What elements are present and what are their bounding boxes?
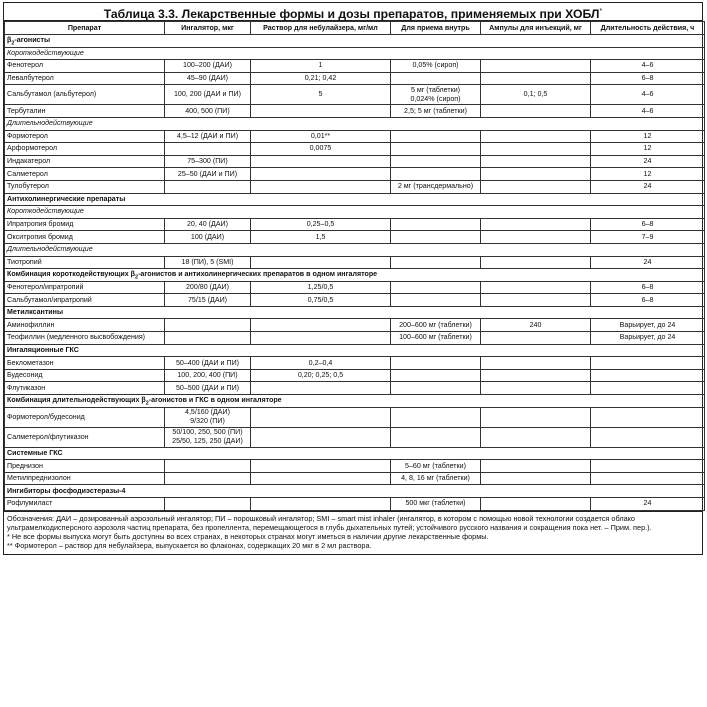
table-row bbox=[5, 105, 705, 118]
cell-duration: 24 bbox=[591, 256, 705, 269]
column-header-inhaler: Ингалятор, мкг bbox=[165, 22, 251, 35]
note-availability: * Не все формы выпуска могут быть доступны во всех странах, в некоторых странах могут иметься в наличии другие лекарственные формы. bbox=[7, 532, 489, 542]
section-label-end: -агонисты bbox=[14, 36, 51, 45]
table-row bbox=[5, 332, 705, 345]
cell-inhaler bbox=[165, 332, 251, 345]
section-label-start: Комбинация длительнодействующих β bbox=[7, 396, 146, 405]
cell-nebulizer: 0,2–0,4 bbox=[251, 357, 391, 370]
table-row bbox=[5, 472, 705, 485]
cell-drug: Сальбутамол (альбутерол) bbox=[5, 85, 165, 105]
cell-injection bbox=[481, 382, 591, 395]
cell-duration: Варьирует, до 24 bbox=[591, 332, 705, 345]
cell-oral bbox=[391, 281, 481, 294]
section-label-end: -агонистов и антихолинергических препаратов в одном ингаляторе bbox=[138, 270, 378, 279]
section-label: Системные ГКС bbox=[5, 447, 705, 460]
cell-injection bbox=[481, 498, 591, 511]
cell-nebulizer bbox=[251, 319, 391, 332]
subsection-label: Короткодействующие bbox=[5, 206, 705, 219]
cell-oral bbox=[391, 382, 481, 395]
column-header-nebulizer: Раствор для небулайзера, мг/мл bbox=[251, 22, 391, 35]
cell-nebulizer bbox=[251, 180, 391, 193]
column-header-drug: Препарат bbox=[5, 22, 165, 35]
subsection-row bbox=[5, 47, 705, 60]
cell-injection bbox=[481, 105, 591, 118]
cell-drug: Салметерол/флутиказон bbox=[5, 427, 165, 447]
section-row bbox=[5, 447, 705, 460]
table-header-row bbox=[5, 22, 705, 35]
cell-duration: Варьирует, до 24 bbox=[591, 319, 705, 332]
subsection-label: Длительнодействующие bbox=[5, 117, 705, 130]
cell-injection bbox=[481, 460, 591, 473]
subsection-row bbox=[5, 243, 705, 256]
section-label bbox=[5, 269, 705, 282]
cell-duration: 12 bbox=[591, 143, 705, 156]
table-row bbox=[5, 85, 705, 105]
cell-oral: 0,05% (сироп) bbox=[391, 60, 481, 73]
cell-drug: Преднизон bbox=[5, 460, 165, 473]
cell-injection bbox=[481, 427, 591, 447]
cell-duration bbox=[591, 357, 705, 370]
cell-drug: Флутиказон bbox=[5, 382, 165, 395]
cell-nebulizer bbox=[251, 498, 391, 511]
table-row bbox=[5, 256, 705, 269]
cell-oral bbox=[391, 143, 481, 156]
drug-forms-table bbox=[4, 21, 705, 511]
cell-injection bbox=[481, 180, 591, 193]
cell-drug: Беклометазон bbox=[5, 357, 165, 370]
cell-nebulizer: 1,25/0,5 bbox=[251, 281, 391, 294]
cell-injection bbox=[481, 407, 591, 427]
cell-nebulizer: 0,75/0,5 bbox=[251, 294, 391, 307]
cell-nebulizer: 0,25–0,5 bbox=[251, 218, 391, 231]
cell-nebulizer bbox=[251, 105, 391, 118]
table-row bbox=[5, 407, 705, 427]
section-label-subscript: 2 bbox=[11, 40, 15, 47]
section-label-subscript: 2 bbox=[145, 400, 149, 407]
cell-inhaler: 75/15 (ДАИ) bbox=[165, 294, 251, 307]
cell-drug: Формотерол/будесонид bbox=[5, 407, 165, 427]
table-row bbox=[5, 155, 705, 168]
cell-nebulizer: 0,20; 0,25; 0,5 bbox=[251, 369, 391, 382]
note-formoterol: ** Формотерол – раствор для небулайзера, выпускается во флаконах, содержащих 20 мкг в 2 мл раствора. bbox=[7, 541, 372, 551]
cell-oral: 2 мг (трансдермально) bbox=[391, 180, 481, 193]
cell-injection bbox=[481, 143, 591, 156]
cell-duration: 6–8 bbox=[591, 218, 705, 231]
cell-drug: Тербуталин bbox=[5, 105, 165, 118]
section-label bbox=[5, 35, 705, 48]
drug-table-document bbox=[3, 2, 703, 555]
table-row bbox=[5, 130, 705, 143]
cell-injection bbox=[481, 72, 591, 85]
cell-injection bbox=[481, 231, 591, 244]
cell-drug: Сальбутамол/ипратропий bbox=[5, 294, 165, 307]
section-row bbox=[5, 395, 705, 408]
section-label: Ингаляционные ГКС bbox=[5, 344, 705, 357]
table-row bbox=[5, 369, 705, 382]
cell-inhaler: 25–50 (ДАИ и ПИ) bbox=[165, 168, 251, 181]
table-row bbox=[5, 427, 705, 447]
cell-duration: 6–8 bbox=[591, 72, 705, 85]
cell-inhaler bbox=[165, 460, 251, 473]
cell-injection bbox=[481, 168, 591, 181]
section-row bbox=[5, 35, 705, 48]
cell-duration: 24 bbox=[591, 498, 705, 511]
section-label: Антихолинергические препараты bbox=[5, 193, 705, 206]
cell-inhaler: 100–200 (ДАИ) bbox=[165, 60, 251, 73]
cell-injection bbox=[481, 281, 591, 294]
cell-inhaler: 50/100, 250, 500 (ПИ) 25/50, 125, 250 (ДАИ) bbox=[165, 427, 251, 447]
cell-duration bbox=[591, 382, 705, 395]
subsection-row bbox=[5, 117, 705, 130]
cell-drug: Рофлумиласт bbox=[5, 498, 165, 511]
cell-inhaler bbox=[165, 498, 251, 511]
cell-duration: 24 bbox=[591, 155, 705, 168]
cell-drug: Индакатерол bbox=[5, 155, 165, 168]
cell-inhaler: 100, 200 (ДАИ и ПИ) bbox=[165, 85, 251, 105]
cell-oral bbox=[391, 155, 481, 168]
cell-inhaler bbox=[165, 319, 251, 332]
cell-inhaler: 18 (ПИ), 5 (SMI) bbox=[165, 256, 251, 269]
cell-drug: Салметерол bbox=[5, 168, 165, 181]
cell-oral bbox=[391, 130, 481, 143]
cell-drug: Будесонид bbox=[5, 369, 165, 382]
table-row bbox=[5, 357, 705, 370]
table-row bbox=[5, 294, 705, 307]
table-row bbox=[5, 382, 705, 395]
cell-inhaler bbox=[165, 143, 251, 156]
cell-nebulizer bbox=[251, 460, 391, 473]
cell-duration: 12 bbox=[591, 168, 705, 181]
cell-drug: Окситропия бромид bbox=[5, 231, 165, 244]
table-row bbox=[5, 60, 705, 73]
cell-duration bbox=[591, 472, 705, 485]
cell-oral: 4, 8, 16 мг (таблетки) bbox=[391, 472, 481, 485]
table-row bbox=[5, 72, 705, 85]
table-row bbox=[5, 218, 705, 231]
cell-oral bbox=[391, 427, 481, 447]
cell-duration: 4–6 bbox=[591, 85, 705, 105]
section-label-start: Комбинация короткодействующих β bbox=[7, 270, 135, 279]
cell-drug: Арформотерол bbox=[5, 143, 165, 156]
cell-inhaler: 20, 40 (ДАИ) bbox=[165, 218, 251, 231]
table-row bbox=[5, 498, 705, 511]
cell-nebulizer bbox=[251, 256, 391, 269]
column-header-duration: Длительность действия, ч bbox=[591, 22, 705, 35]
cell-duration: 4–6 bbox=[591, 60, 705, 73]
cell-oral bbox=[391, 168, 481, 181]
cell-inhaler: 50–500 (ДАИ и ПИ) bbox=[165, 382, 251, 395]
table-row bbox=[5, 143, 705, 156]
cell-nebulizer bbox=[251, 472, 391, 485]
cell-nebulizer bbox=[251, 168, 391, 181]
cell-injection bbox=[481, 294, 591, 307]
cell-inhaler: 4,5/160 (ДАИ) 9/320 (ПИ) bbox=[165, 407, 251, 427]
cell-injection bbox=[481, 130, 591, 143]
section-label: Ингибиторы фосфодиэстеразы-4 bbox=[5, 485, 705, 498]
note-abbreviations: Обозначения: ДАИ – дозированный аэрозольный ингалятор; ПИ – порошковый ингалятор; SMI – smart mist inhaler (ингалятор, в котором с помощью новой технологии создается облако ультрамелкодисперсного аэрозоля частиц препарата, без пропеллента, перемещающегося в глубь дыхательных путей; устойчивого русского названия и сокращения пока нет. – Прим. пер.). bbox=[7, 513, 652, 532]
section-label bbox=[5, 395, 705, 408]
table-body bbox=[5, 35, 705, 511]
table-row bbox=[5, 168, 705, 181]
cell-drug: Тулобутерол bbox=[5, 180, 165, 193]
cell-inhaler: 75–300 (ПИ) bbox=[165, 155, 251, 168]
cell-oral: 5 мг (таблетки) 0,024% (сироп) bbox=[391, 85, 481, 105]
cell-drug: Аминофиллин bbox=[5, 319, 165, 332]
cell-oral: 2,5; 5 мг (таблетки) bbox=[391, 105, 481, 118]
table-row bbox=[5, 231, 705, 244]
cell-injection bbox=[481, 332, 591, 345]
cell-oral bbox=[391, 407, 481, 427]
cell-injection: 0,1; 0,5 bbox=[481, 85, 591, 105]
cell-inhaler: 100, 200, 400 (ПИ) bbox=[165, 369, 251, 382]
section-label-start: β bbox=[7, 36, 12, 45]
cell-inhaler: 45–90 (ДАИ) bbox=[165, 72, 251, 85]
cell-injection bbox=[481, 218, 591, 231]
cell-duration: 4–6 bbox=[591, 105, 705, 118]
cell-drug: Тиотропий bbox=[5, 256, 165, 269]
column-header-injection: Ампулы для инъекций, мг bbox=[481, 22, 591, 35]
cell-inhaler bbox=[165, 180, 251, 193]
cell-oral: 500 мкг (таблетки) bbox=[391, 498, 481, 511]
cell-inhaler: 400, 500 (ПИ) bbox=[165, 105, 251, 118]
cell-inhaler: 50–400 (ДАИ и ПИ) bbox=[165, 357, 251, 370]
table-row bbox=[5, 319, 705, 332]
table-title-footnote-mark: * bbox=[599, 8, 603, 15]
section-row bbox=[5, 269, 705, 282]
cell-duration: 6–8 bbox=[591, 281, 705, 294]
cell-injection bbox=[481, 472, 591, 485]
cell-drug: Теофиллин (медленного высвобождения) bbox=[5, 332, 165, 345]
column-header-oral: Для приема внутрь bbox=[391, 22, 481, 35]
table-notes bbox=[4, 511, 702, 554]
table-title-text: Таблица 3.3. Лекарственные формы и дозы препаратов, применяемых при ХОБЛ bbox=[103, 7, 600, 22]
cell-oral bbox=[391, 72, 481, 85]
cell-oral bbox=[391, 294, 481, 307]
cell-injection bbox=[481, 256, 591, 269]
cell-nebulizer bbox=[251, 382, 391, 395]
subsection-row bbox=[5, 206, 705, 219]
subsection-label: Длительнодействующие bbox=[5, 243, 705, 256]
cell-inhaler bbox=[165, 472, 251, 485]
cell-injection bbox=[481, 60, 591, 73]
cell-duration bbox=[591, 427, 705, 447]
cell-inhaler: 100 (ДАИ) bbox=[165, 231, 251, 244]
cell-injection bbox=[481, 369, 591, 382]
cell-inhaler: 4,5–12 (ДАИ и ПИ) bbox=[165, 130, 251, 143]
cell-drug: Ипратропия бромид bbox=[5, 218, 165, 231]
cell-injection bbox=[481, 357, 591, 370]
cell-oral bbox=[391, 369, 481, 382]
cell-duration: 24 bbox=[591, 180, 705, 193]
cell-oral bbox=[391, 256, 481, 269]
cell-nebulizer: 1,5 bbox=[251, 231, 391, 244]
section-label-end: -агонистов и ГКС в одном ингаляторе bbox=[148, 396, 282, 405]
cell-duration bbox=[591, 369, 705, 382]
cell-duration: 7–9 bbox=[591, 231, 705, 244]
section-label: Метилксантины bbox=[5, 306, 705, 319]
cell-nebulizer: 0,0075 bbox=[251, 143, 391, 156]
cell-nebulizer bbox=[251, 155, 391, 168]
cell-nebulizer: 0,21; 0,42 bbox=[251, 72, 391, 85]
cell-nebulizer: 0,01** bbox=[251, 130, 391, 143]
cell-oral: 200–600 мг (таблетки) bbox=[391, 319, 481, 332]
cell-drug: Фенотерол bbox=[5, 60, 165, 73]
cell-drug: Фенотерол/ипратропий bbox=[5, 281, 165, 294]
cell-inhaler: 200/80 (ДАИ) bbox=[165, 281, 251, 294]
cell-nebulizer bbox=[251, 407, 391, 427]
cell-injection: 240 bbox=[481, 319, 591, 332]
cell-duration: 12 bbox=[591, 130, 705, 143]
cell-duration bbox=[591, 460, 705, 473]
section-row bbox=[5, 193, 705, 206]
cell-oral: 5–60 мг (таблетки) bbox=[391, 460, 481, 473]
cell-nebulizer bbox=[251, 427, 391, 447]
table-row bbox=[5, 460, 705, 473]
cell-duration bbox=[591, 407, 705, 427]
section-row bbox=[5, 306, 705, 319]
cell-oral bbox=[391, 218, 481, 231]
cell-nebulizer bbox=[251, 332, 391, 345]
cell-nebulizer: 1 bbox=[251, 60, 391, 73]
cell-drug: Левалбутерол bbox=[5, 72, 165, 85]
subsection-label: Короткодействующие bbox=[5, 47, 705, 60]
cell-drug: Формотерол bbox=[5, 130, 165, 143]
cell-drug: Метилпреднизолон bbox=[5, 472, 165, 485]
cell-oral: 100–600 мг (таблетки) bbox=[391, 332, 481, 345]
table-row bbox=[5, 180, 705, 193]
cell-nebulizer: 5 bbox=[251, 85, 391, 105]
cell-oral bbox=[391, 231, 481, 244]
cell-duration: 6–8 bbox=[591, 294, 705, 307]
section-row bbox=[5, 344, 705, 357]
section-row bbox=[5, 485, 705, 498]
table-row bbox=[5, 281, 705, 294]
cell-injection bbox=[481, 155, 591, 168]
table-title bbox=[4, 3, 702, 21]
cell-oral bbox=[391, 357, 481, 370]
section-label-subscript: 2 bbox=[135, 274, 139, 281]
